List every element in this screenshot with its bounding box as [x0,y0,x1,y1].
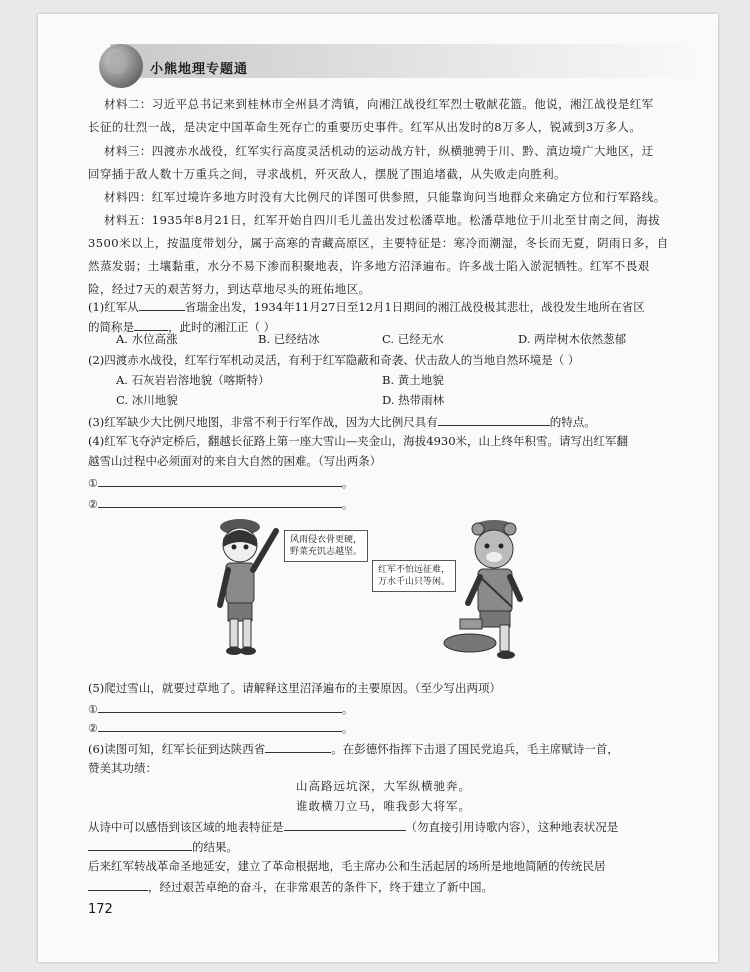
material-line: 材料三：四渡赤水战役，红军实行高度灵活机动的运动战方针，纵横驰骋于川、黔、滇边境广大地区，迂 [104,144,654,158]
material-line: 3500米以上，按温度带划分，属于高寒的青藏高原区，主要特征是：寒冷而潮湿，冬长而无夏，阴雨日多，自 [88,236,669,250]
material-line: 长征的壮烈一战，是决定中国革命生死存亡的重要历史事件。红军从出发时的8万多人，锐减到3万多人。 [88,120,642,134]
answer-blank[interactable] [134,318,168,331]
q2-option-c[interactable]: C. 冰川地貌 [116,393,178,407]
answer-blank[interactable] [284,818,406,831]
soldier-girl-illustration [198,515,288,665]
question-6-yanan: 后来红军转战革命圣地延安，建立了革命根据地，毛主席办公和生活起居的场所是地地简陋的传统民居 [88,859,606,873]
question-6-feature: 从诗中可以感悟到该区域的地表特征是 （勿直接引用诗歌内容），这种地表状况是 [88,820,619,834]
speech-bubble-right: 红军不怕远征难， 万水千山只等闲。 [372,560,456,592]
answer-blank[interactable] [88,878,148,891]
answer-blank[interactable] [88,838,192,851]
q2-option-d[interactable]: D. 热带雨林 [382,393,445,407]
answer-blank[interactable] [98,474,342,487]
answer-line-1: ① 。 [88,702,354,716]
answer-blank[interactable] [139,298,185,311]
page-number: 172 [88,902,113,917]
material-line: 材料二：习近平总书记来到桂林市全州县才湾镇，向湘江战役红军烈士敬献花篮。他说，湘江战役是红军 [104,97,654,111]
answer-blank[interactable] [98,700,342,713]
question-6-end: ，经过艰苦卓绝的奋斗，在非常艰苦的条件下，终于建立了新中国。 [88,878,493,895]
header-title: 小熊地理专题通 [150,62,249,77]
question-1-cont: 的简称是 ，此时的湘江正（ ） [88,320,276,334]
material-line: 材料四：红军过境许多地方时没有大比例尺的详图可供参照，只能靠询问当地群众来确定方位和行军路线。 [104,190,666,204]
question-1: (1)红军从 省瑞金出发，1934年11月27日至12月1日期间的湘江战役极其悲壮，战役发生地所在省区 [88,300,645,314]
q1-option-d[interactable]: D. 两岸树木依然葱郁 [518,332,627,346]
q2-option-b[interactable]: B. 黄土地貌 [382,373,444,387]
question-5: (5)爬过雪山，就要过草地了。请解释这里沼泽遍布的主要原因。（至少写出两项） [88,681,502,695]
poem-line: 山高路远坑深，大军纵横驰奔。 [296,779,471,793]
question-6: (6)读图可知，红军长征到达陕西省 。在彭德怀指挥下击退了国民党追兵，毛主席赋诗一首， [88,742,619,756]
soldier-bear-illustration [440,515,550,665]
question-3: (3)红军缺少大比例尺地图，非常不利于行军作战，因为大比例尺具有 的特点。 [88,415,596,429]
material-line: 回穿插于敌人数十万重兵之间，寻求战机，歼灭敌人，摆脱了围追堵截，从失败走向胜利。 [88,167,566,181]
speech-bubble-left: 风雨侵衣骨更硬， 野菜充饥志越坚。 [284,530,368,562]
question-4-cont: 越雪山过程中必须面对的来自大自然的困难。（写出两条） [88,454,382,468]
answer-line-2: ② 。 [88,497,354,511]
material-line: 险，经过7天的艰苦努力，到达草地尽头的班佑地区。 [88,282,371,296]
answer-blank[interactable] [265,740,331,753]
answer-line-2: ② 。 [88,721,354,735]
q1-option-a[interactable]: A. 水位高涨 [116,332,178,346]
globe-icon [99,44,143,88]
question-4: (4)红军飞夺泸定桥后，翻越长征路上第一座大雪山—夹金山，海拔4930米，山上终年积雪。请写出红军翻 [88,434,629,448]
question-2: (2)四渡赤水战役，红军行军机动灵活，有利于红军隐蔽和奇袭、伏击敌人的当地自然环境是（ ） [88,353,580,367]
q1-option-c[interactable]: C. 已经无水 [382,332,444,346]
q1-option-b[interactable]: B. 已经结冰 [258,332,320,346]
q2-option-a[interactable]: A. 石灰岩岩溶地貌（喀斯特） [116,373,270,387]
answer-line-1: ① 。 [88,476,354,490]
answer-blank[interactable] [98,495,342,508]
material-line: 然蒸发弱；土壤黏重，水分不易下渗而积聚地表，许多地方沼泽遍布。许多战士陷入淤泥牺牲。红军不畏艰 [88,259,650,273]
answer-blank[interactable] [98,719,342,732]
question-6-result: 的结果。 [88,838,238,855]
question-6-cont: 赞美其功绩： [88,761,157,775]
poem-line: 谁敢横刀立马，唯我彭大将军。 [296,799,471,813]
answer-blank[interactable] [438,413,550,426]
material-line: 材料五：1935年8月21日，红军开始自四川毛儿盖出发过松潘草地。松潘草地位于川北至甘南之间，海拔 [104,213,661,227]
